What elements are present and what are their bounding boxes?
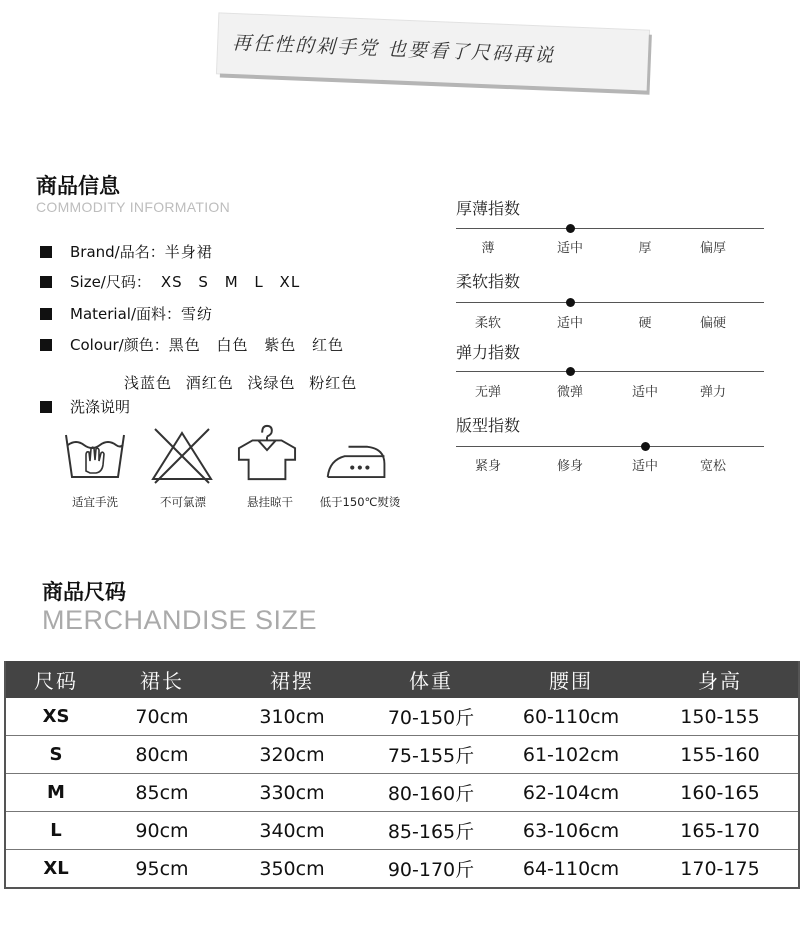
care-label-no-bleach: 不可氯漂 [160,495,206,509]
brand-line [40,241,213,262]
index-option: 偏硬 [699,316,726,331]
colour-line [40,334,344,355]
cell-height: 150-155 [680,705,760,728]
table-row [6,773,798,811]
index-option: 偏厚 [699,241,726,256]
care-label-hand-wash: 适宜手洗 [72,495,118,509]
header-length: 裙长 [140,669,184,693]
material-label: Material/面料： [70,305,181,323]
brand-value: 半身裙 [164,243,213,261]
cell-waist: 63-106cm [522,819,620,842]
colour-value-1: 黑色 白色 紫色 红色 [168,336,345,354]
cell-height: 155-160 [680,743,760,766]
index-title: 厚薄指数 [456,199,521,218]
header-height: 身高 [698,669,742,693]
slogan-banner [217,13,649,90]
index-scale-line [456,302,764,303]
bullet-icon [40,308,52,320]
cell-hem: 320cm [259,743,325,766]
cell-waist: 61-102cm [522,743,620,766]
commodity-title: 商品信息 [36,174,120,198]
cell-waist: 62-104cm [522,781,620,804]
cell-size: M [47,782,65,803]
wash-label: 洗涤说明 [70,398,131,416]
index-marker [566,224,575,233]
index-title: 柔软指数 [456,272,521,291]
index-title: 版型指数 [456,416,521,435]
cell-weight: 75-155斤 [387,745,475,767]
hand-wash-icon [60,425,130,485]
table-row [6,849,798,887]
slogan-text: 再任性的剁手党 也要看了尺码再说 [231,31,556,67]
index-option: 薄 [481,241,495,256]
cell-hem: 310cm [259,705,325,728]
bullet-icon [40,339,52,351]
cell-hem: 350cm [259,857,325,880]
cell-length: 85cm [135,781,189,804]
index-option: 柔软 [474,316,501,331]
cell-size: XL [43,858,69,879]
cell-weight: 90-170斤 [387,859,475,881]
header-weight: 体重 [409,669,453,693]
index-option: 修身 [556,459,583,474]
brand-label: Brand/品名： [70,243,165,261]
index-scale-line [456,446,764,447]
index-scale-line [456,371,764,372]
bullet-icon [40,401,52,413]
size-title: 商品尺码 [42,580,126,604]
index-option: 适中 [631,385,658,400]
cell-hem: 340cm [259,819,325,842]
index-option: 宽松 [699,459,726,474]
hang-dry-icon [232,423,302,483]
cell-length: 80cm [135,743,189,766]
index-option: 无弹 [474,385,501,400]
cell-weight: 85-165斤 [387,821,475,843]
cell-weight: 70-150斤 [387,707,475,729]
cell-waist: 64-110cm [522,857,620,880]
cell-height: 170-175 [680,857,760,880]
index-marker [566,367,575,376]
care-label-hang-dry: 悬挂晾干 [247,495,293,509]
material-line [40,303,213,324]
bullet-icon [40,276,52,288]
cell-size: XS [42,706,70,727]
size-table [4,661,800,889]
index-option: 厚 [638,241,652,256]
cell-height: 165-170 [680,819,760,842]
size-value: XS S M L XL [160,273,301,291]
index-marker [641,442,650,451]
size-label: Size/尺码： [70,273,151,291]
commodity-subtitle: COMMODITY INFORMATION [36,199,230,215]
size-line [40,271,300,292]
cell-length: 90cm [135,819,189,842]
index-option: 硬 [638,316,652,331]
colour-label: Colour/颜色： [70,336,169,354]
cell-length: 70cm [135,705,189,728]
cell-height: 160-165 [680,781,760,804]
table-row [6,735,798,773]
index-option: 弹力 [699,385,726,400]
index-title: 弹力指数 [456,343,521,362]
table-row [6,698,798,735]
index-option: 适中 [556,241,583,256]
index-option: 适中 [556,316,583,331]
index-scale-line [456,228,764,229]
cell-waist: 60-110cm [522,705,620,728]
cell-hem: 330cm [259,781,325,804]
header-size: 尺码 [34,669,78,693]
table-row [6,811,798,849]
iron-icon [322,430,392,490]
cell-length: 95cm [135,857,189,880]
cell-weight: 80-160斤 [387,783,475,805]
index-option: 紧身 [474,459,501,474]
wash-line [40,396,130,417]
cell-size: L [50,820,62,841]
header-hem: 裙摆 [270,669,314,693]
colour-value-2: 浅蓝色 酒红色 浅绿色 粉红色 [124,374,358,392]
index-option: 微弹 [556,385,583,400]
no-bleach-icon [147,425,217,485]
size-subtitle: MERCHANDISE SIZE [42,605,318,635]
bullet-icon [40,246,52,258]
care-label-iron: 低于150℃熨烫 [319,495,401,509]
header-waist: 腰围 [549,669,593,693]
index-marker [566,298,575,307]
cell-size: S [49,744,63,765]
size-table-header [6,661,798,698]
material-value: 雪纺 [181,305,214,323]
index-option: 适中 [631,459,658,474]
